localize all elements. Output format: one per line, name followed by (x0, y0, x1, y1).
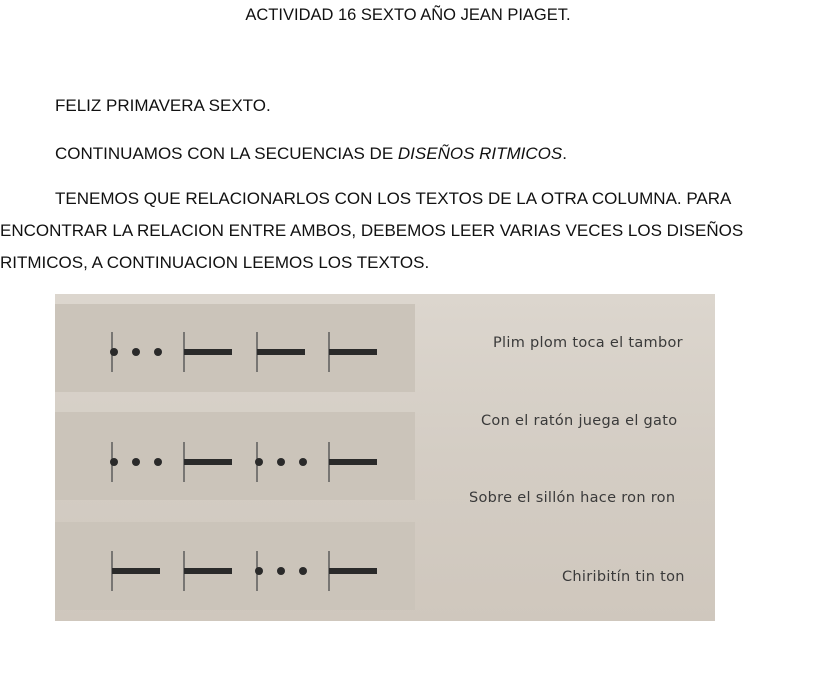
continue-italic: DISEÑOS RITMICOS (397, 144, 563, 163)
rhythm-dash (184, 459, 232, 465)
rhythm-dot (154, 458, 162, 466)
rhythm-dash (329, 349, 377, 355)
rhythm-dot (154, 348, 162, 356)
pattern-row-band-3 (55, 522, 415, 610)
rhythm-dot (110, 348, 118, 356)
page-title: ACTIVIDAD 16 SEXTO AÑO JEAN PIAGET. (245, 6, 571, 24)
paragraph-line-2: ENCONTRAR LA RELACION ENTRE AMBOS, DEBEMOS LEER VARIAS VECES LOS DISEÑOS (0, 221, 744, 240)
rhythm-dash (329, 568, 377, 574)
rhyme-text-1: Plim plom toca el tambor (493, 335, 683, 351)
greeting-text: FELIZ PRIMAVERA SEXTO. (55, 96, 271, 115)
rhyme-text-4: Chiribitín tin ton (562, 569, 685, 585)
continue-text (55, 143, 567, 165)
pattern-row-band-1 (55, 304, 415, 392)
rhythm-dot (255, 458, 263, 466)
rhyme-text-3: Sobre el sillón hace ron ron (469, 490, 676, 506)
rhythm-dot (277, 458, 285, 466)
rhythm-dash (184, 568, 232, 574)
rhythm-dot (110, 458, 118, 466)
rhythm-dot (132, 348, 140, 356)
pattern-row-band-2 (55, 412, 415, 500)
rhythm-dot (132, 458, 140, 466)
rhythm-dash (184, 349, 232, 355)
rhythm-dot (277, 567, 285, 575)
rhythm-dash (257, 349, 305, 355)
rhythm-dot (299, 458, 307, 466)
continue-suffix: . (562, 144, 567, 163)
rhythm-dash (329, 459, 377, 465)
paragraph-line-1: TENEMOS QUE RELACIONARLOS CON LOS TEXTOS DE LA OTRA COLUMNA. PARA (55, 189, 732, 208)
rhyme-text-2: Con el ratón juega el gato (481, 413, 678, 429)
rhythm-exercise-photo (55, 294, 715, 621)
rhythm-dot (255, 567, 263, 575)
rhythm-dash (112, 568, 160, 574)
rhythm-dot (299, 567, 307, 575)
continue-prefix: CONTINUAMOS CON LA SECUENCIAS DE (55, 144, 398, 163)
paragraph-line-3: RITMICOS, A CONTINUACION LEEMOS LOS TEXTOS. (0, 253, 430, 272)
